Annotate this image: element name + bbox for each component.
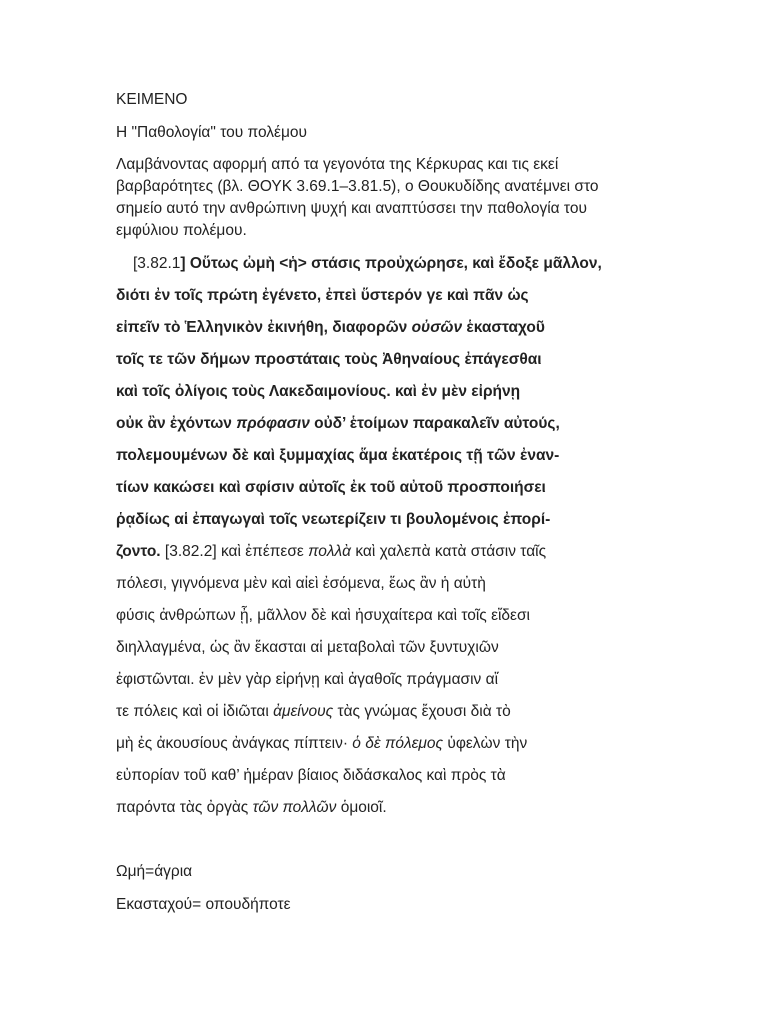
document-heading: ΚΕΙΜΕΝΟ xyxy=(116,91,188,108)
greek-line xyxy=(116,478,546,498)
greek-text-bold: ζοντο. xyxy=(116,543,161,560)
greek-line xyxy=(116,382,520,402)
greek-text-italic: πρόφασιν xyxy=(236,415,310,432)
greek-text: [3.82.2] καὶ ἐπέπεσε xyxy=(160,543,309,560)
greek-text-bold: τίων κακώσει καὶ σφίσιν αὐτοῖς ἐκ τοῦ αὐτοῦ προσποιήσει xyxy=(116,479,546,496)
greek-text-bold: τοῖς τε τῶν δήμων προστάταις τοὺς Ἀθηναίους ἐπάγεσθαι xyxy=(116,351,542,368)
greek-line xyxy=(116,446,559,466)
greek-text-bold: οὐκ ἂν ἐχόντων xyxy=(116,415,237,432)
greek-line: εὐπορίαν τοῦ καθ’ ἡμέραν βίαιος διδάσκαλος καὶ πρὸς τὰ xyxy=(116,767,506,784)
greek-line xyxy=(133,254,602,274)
greek-line xyxy=(116,286,529,306)
greek-text: τε πόλεις καὶ οἱ ἰδιῶται xyxy=(116,703,274,720)
greek-line xyxy=(116,542,546,562)
greek-text-bold: διότι ἐν τοῖς πρώτη ἐγένετο, ἐπεὶ ὕστερόν γε καὶ πᾶν ὡς xyxy=(116,287,529,304)
greek-text: ὁμοιοῖ. xyxy=(336,799,387,816)
greek-line: φύσις ἀνθρώπων ᾖ, μᾶλλον δὲ καὶ ἡσυχαίτερα καὶ τοῖς εἴδεσι xyxy=(116,607,530,624)
greek-line xyxy=(116,350,542,370)
greek-text-bold: ῥᾳδίως αἱ ἐπαγωγαὶ τοῖς νεωτερίζειν τι βουλομένοις ἐπορί- xyxy=(116,511,551,528)
greek-line: πόλεσι, γιγνόμενα μὲν καὶ αἰεὶ ἐσόμενα, ἕως ἂν ἡ αὐτὴ xyxy=(116,575,486,592)
greek-text: μὴ ἐς ἀκουσίους ἀνάγκας πίπτειν· xyxy=(116,735,353,752)
greek-line: διηλλαγμένα, ὡς ἂν ἕκασται αἱ μεταβολαὶ τῶν ξυντυχιῶν xyxy=(116,639,499,656)
greek-text-italic: πολλὰ xyxy=(308,543,352,560)
greek-line xyxy=(116,734,527,754)
greek-text: καὶ χαλεπὰ κατὰ στάσιν ταῖς xyxy=(351,543,547,560)
section-ref: [3.82.1 xyxy=(133,255,181,272)
greek-text-italic: τῶν πολλῶν xyxy=(252,799,337,816)
intro-line: σημείο αυτό την ανθρώπινη ψυχή και αναπτύσσει την παθολογία του xyxy=(116,200,587,217)
greek-text: τὰς γνώμας ἔχουσι διὰ τὸ xyxy=(333,703,511,720)
greek-line xyxy=(116,798,387,818)
greek-line: ἐφιστῶνται. ἐν μὲν γὰρ εἰρήνῃ καὶ ἀγαθοῖς πράγμασιν αἵ xyxy=(116,671,499,688)
greek-text: παρόντα τὰς ὀργὰς xyxy=(116,799,253,816)
greek-text-bold: ἑκασταχοῦ xyxy=(462,319,545,336)
greek-line xyxy=(116,702,511,722)
greek-text-italic: ἀμείνους xyxy=(273,703,334,720)
glossary-entry: Ωμή=άγρια xyxy=(116,863,193,880)
greek-line xyxy=(116,414,560,434)
greek-text-bold: εἰπεῖν τὸ Ἑλληνικὸν ἐκινήθη, διαφορῶν xyxy=(116,319,412,336)
intro-line: βαρβαρότητες (βλ. ΘΟΥΚ 3.69.1–3.81.5), ο Θουκυδίδης ανατέμνει στο xyxy=(116,178,599,195)
document-subtitle: Η "Παθολογία" του πολέμου xyxy=(116,124,307,141)
greek-text-bold: οὐδ’ ἑτοίμων παρακαλεῖν αὐτούς, xyxy=(309,415,560,432)
intro-line: εμφύλιου πολέμου. xyxy=(116,222,247,239)
intro-line: Λαμβάνοντας αφορμή από τα γεγονότα της Κέρκυρας και τις εκεί xyxy=(116,156,559,173)
greek-text-italic: οὐσῶν xyxy=(411,319,463,336)
greek-text-bold: καὶ τοῖς ὀλίγοις τοὺς Λακεδαιμονίους. καὶ ἐν μὲν εἰρήνῃ xyxy=(116,383,521,400)
glossary-entry: Εκασταχού= οπουδήποτε xyxy=(116,896,291,913)
greek-text-bold: πολεμουμένων δὲ καὶ ξυμμαχίας ἅμα ἑκατέροις τῇ τῶν ἐναν- xyxy=(116,447,560,464)
greek-text-italic: ὁ δὲ πόλεμος xyxy=(352,735,444,752)
greek-text: ὑφελὼν τὴν xyxy=(443,735,528,752)
greek-line xyxy=(116,318,545,338)
greek-line xyxy=(116,510,550,530)
greek-text-bold: ] Οὕτως ὠμὴ <ἡ> στάσις προὐχώρησε, καὶ ἔδοξε μᾶλλον, xyxy=(180,255,602,272)
